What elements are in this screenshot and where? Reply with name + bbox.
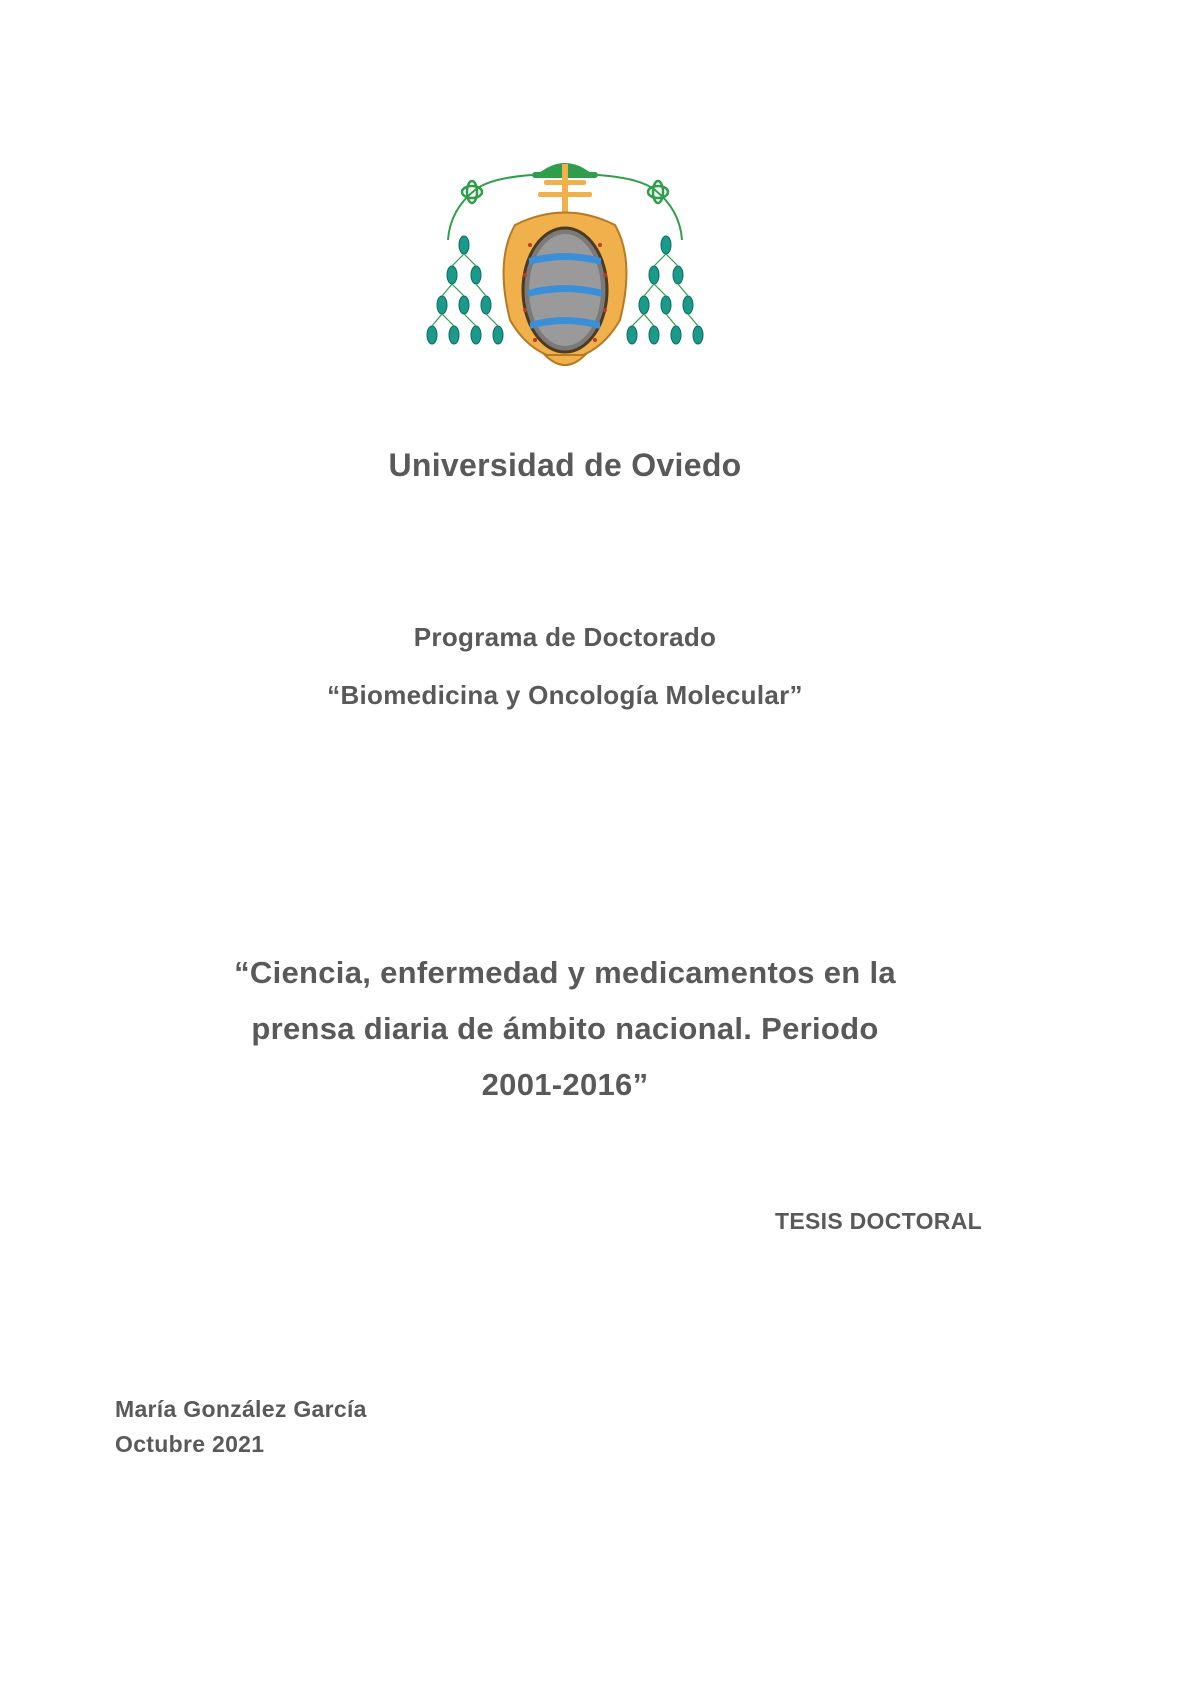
thesis-title	[0, 945, 1130, 1113]
author-name: María González García	[115, 1396, 367, 1422]
thesis-type-label: TESIS DOCTORAL	[775, 1208, 982, 1234]
program-label: Programa de Doctorado	[413, 622, 717, 652]
thesis-title-line: 2001-2016”	[481, 1067, 649, 1102]
university-crest-icon	[420, 150, 710, 380]
thesis-title-line: prensa diaria de ámbito nacional. Periodo	[251, 1011, 879, 1046]
thesis-title-line: “Ciencia, enfermedad y medicamentos en la	[234, 955, 896, 990]
university-name: Universidad de Oviedo	[388, 447, 742, 483]
program-name: “Biomedicina y Oncología Molecular”	[327, 680, 803, 710]
submission-date: Octubre 2021	[115, 1431, 265, 1457]
